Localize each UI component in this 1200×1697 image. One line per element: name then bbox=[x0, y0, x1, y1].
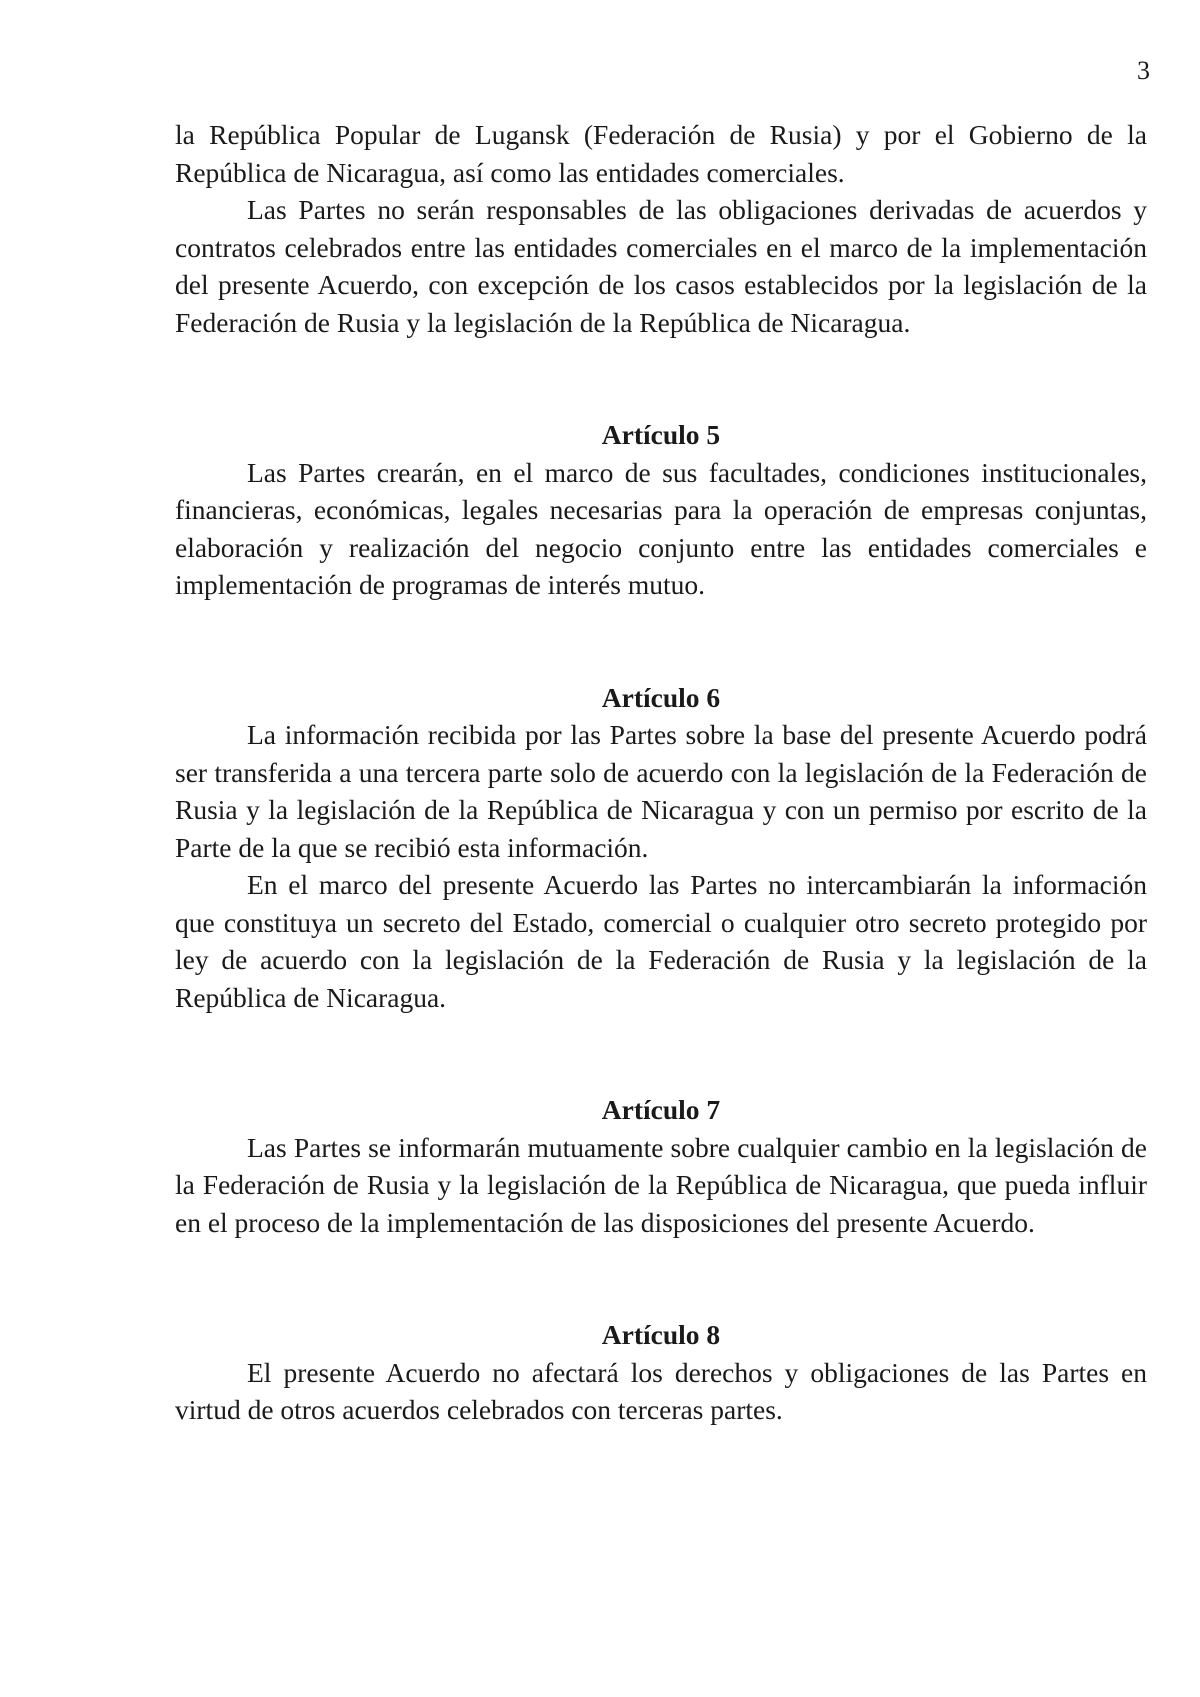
article-8-paragraph-1: El presente Acuerdo no afectará los derechos y obligaciones de las Partes en virtud de otros acuerdos celebrados con terceras partes. bbox=[175, 1356, 1147, 1425]
document-body bbox=[175, 116, 1147, 1429]
article-7-paragraph-1: Las Partes se informarán mutuamente sobre cualquier cambio en la legislación de la Federación de Rusia y la legislación de la República de Nicaragua, que pueda influir en el proceso de la implementación de las disposiciones del presente Acuerdo. bbox=[175, 1131, 1147, 1238]
intro-paragraph-1: la República Popular de Lugansk (Federación de Rusia) y por el Gobierno de la República de Nicaragua, así como las entidades comerciales. bbox=[175, 119, 1147, 188]
article-5-heading: Artículo 5 bbox=[601, 419, 721, 450]
article-6-paragraph-2: En el marco del presente Acuerdo las Partes no intercambiarán la información que constituya un secreto del Estado, comercial o cualquier otro secreto protegido por ley de acuerdo con la legislación de la Federación de Rusia y la legislación de la República de Nicaragua. bbox=[175, 869, 1147, 1013]
article-6-heading: Artículo 6 bbox=[601, 681, 721, 713]
article-6-paragraph-1: La información recibida por las Partes sobre la base del presente Acuerdo podrá ser transferida a una tercera parte solo de acuerdo con la legislación de la Federación de Rusia y la legislación de la República de Nicaragua y con un permiso por escrito de la Parte de la que se recibió esta información. bbox=[175, 719, 1147, 863]
page-number: 3 bbox=[1137, 56, 1150, 85]
article-7-heading: Artículo 7 bbox=[601, 1094, 721, 1125]
intro-paragraph-2: Las Partes no serán responsables de las obligaciones derivadas de acuerdos y contratos celebrados entre las entidades comerciales en el marco de la implementación del presente Acuerdo, con excepción de los casos establecidos por la legislación de la Federación de Rusia y la legislación de la República de Nicaragua. bbox=[175, 194, 1147, 338]
article-5-paragraph-1: Las Partes crearán, en el marco de sus facultades, condiciones institucionales, financieras, económicas, legales necesarias para la operación de empresas conjuntas, elaboración y realización del negocio conjunto entre las entidades comerciales e implementación de programas de interés mutuo. bbox=[175, 456, 1147, 600]
article-8-heading: Artículo 8 bbox=[601, 1319, 721, 1350]
